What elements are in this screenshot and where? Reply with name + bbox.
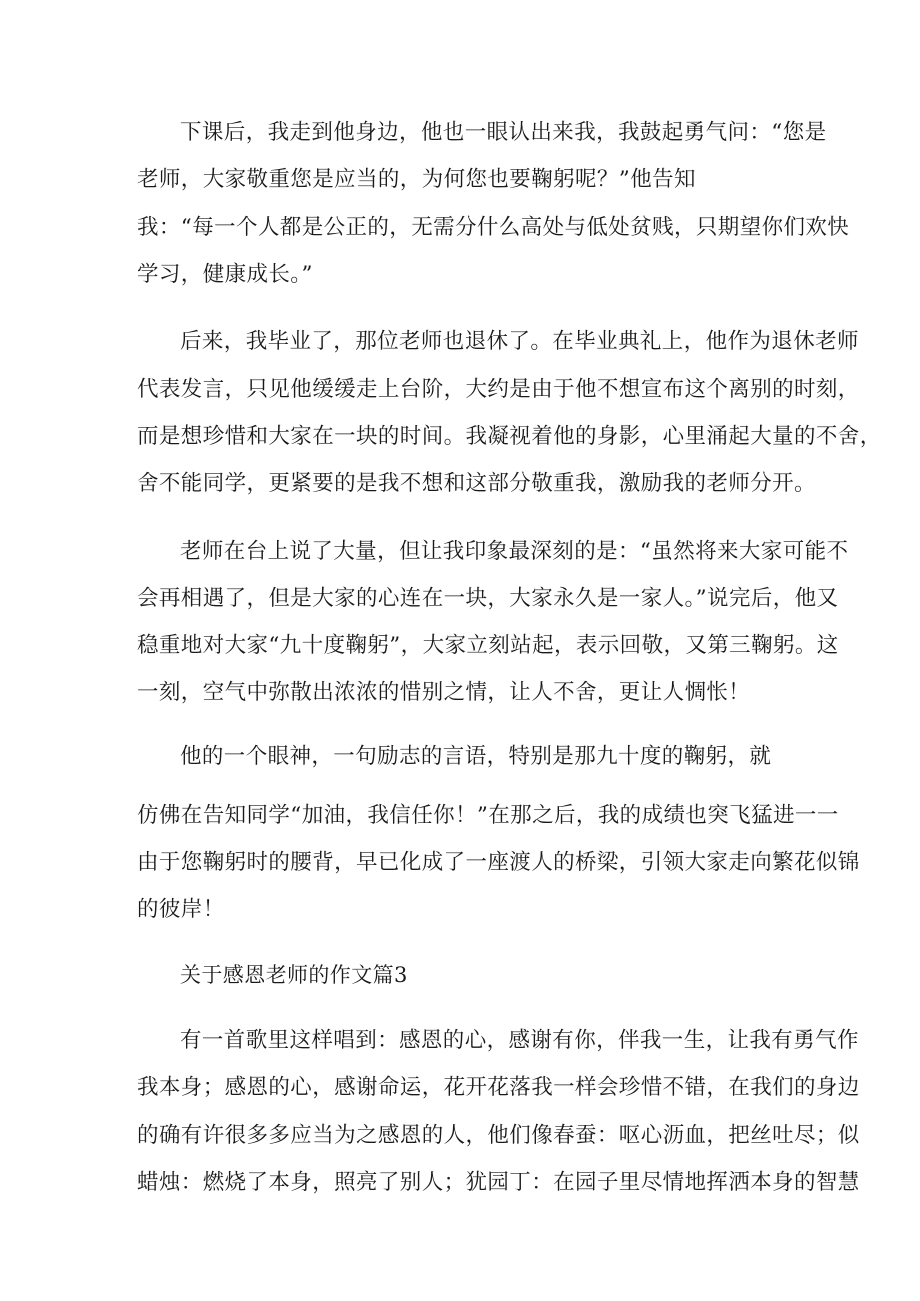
text-line: 蜡烛：燃烧了本身，照亮了别人；犹园丁：在园子里尽情地挥洒本身的智慧 xyxy=(137,1170,860,1195)
text-line: 下课后，我走到他身边，他也一眼认出来我，我鼓起勇气问：“您是 xyxy=(180,120,827,145)
text-line: 有一首歌里这样唱到：感恩的心，感谢有你，伴我一生，让我有勇气作 xyxy=(180,1028,859,1053)
text-line: 由于您鞠躬时的腰背，早已化成了一座渡人的桥梁，引领大家走向繁花似锦 xyxy=(137,850,860,875)
text-line: 老师在台上说了大量，但让我印象最深刻的是：“虽然将来大家可能不 xyxy=(180,539,849,564)
text-line: 我本身；感恩的心，感谢命运，花开花落我一样会珍惜不错，在我们的身边 xyxy=(137,1075,860,1100)
text-line: 稳重地对大家“九十度鞠躬”，大家立刻站起，表示回敬，又第三鞠躬。这 xyxy=(137,633,839,658)
text-line: 他的一个眼神，一句励志的言语，特别是那九十度的鞠躬，就 xyxy=(180,744,772,769)
text-line: 老师，大家敬重您是应当的，为何您也要鞠躬呢？”他告知 xyxy=(137,167,696,192)
text-line: 仿佛在告知同学“加油，我信任你！”在那之后，我的成绩也突飞猛进一一 xyxy=(137,803,839,828)
text-line: 后来，我毕业了，那位老师也退休了。在毕业典礼上，他作为退休老师 xyxy=(180,329,859,354)
text-line: 我：“每一个人都是公正的，无需分什么高处与低处贫贱，只期望你们欢快 xyxy=(137,215,850,240)
section-heading: 关于感恩老师的作文篇3 xyxy=(180,963,408,987)
text-line: 的彼岸！ xyxy=(137,897,225,922)
text-line: 学习，健康成长。” xyxy=(137,262,313,287)
text-line: 而是想珍惜和大家在一块的时间。我凝视着他的身影，心里涌起大量的不舍， xyxy=(137,424,882,449)
text-line: 舍不能同学，更紧要的是我不想和这部分敬重我，激励我的老师分开。 xyxy=(137,471,816,496)
text-line: 代表发言，只见他缓缓走上台阶，大约是由于他不想宣布这个离别的时刻， xyxy=(137,377,860,402)
text-line: 一刻，空气中弥散出浓浓的惜别之情，让人不舍，更让人惆怅！ xyxy=(137,680,751,705)
text-line: 的确有许很多多应当为之感恩的人，他们像春蚕：呕心沥血，把丝吐尽；似 xyxy=(137,1123,860,1148)
text-line: 会再相遇了，但是大家的心连在一块，大家永久是一家人。”说完后，他又 xyxy=(137,586,839,611)
